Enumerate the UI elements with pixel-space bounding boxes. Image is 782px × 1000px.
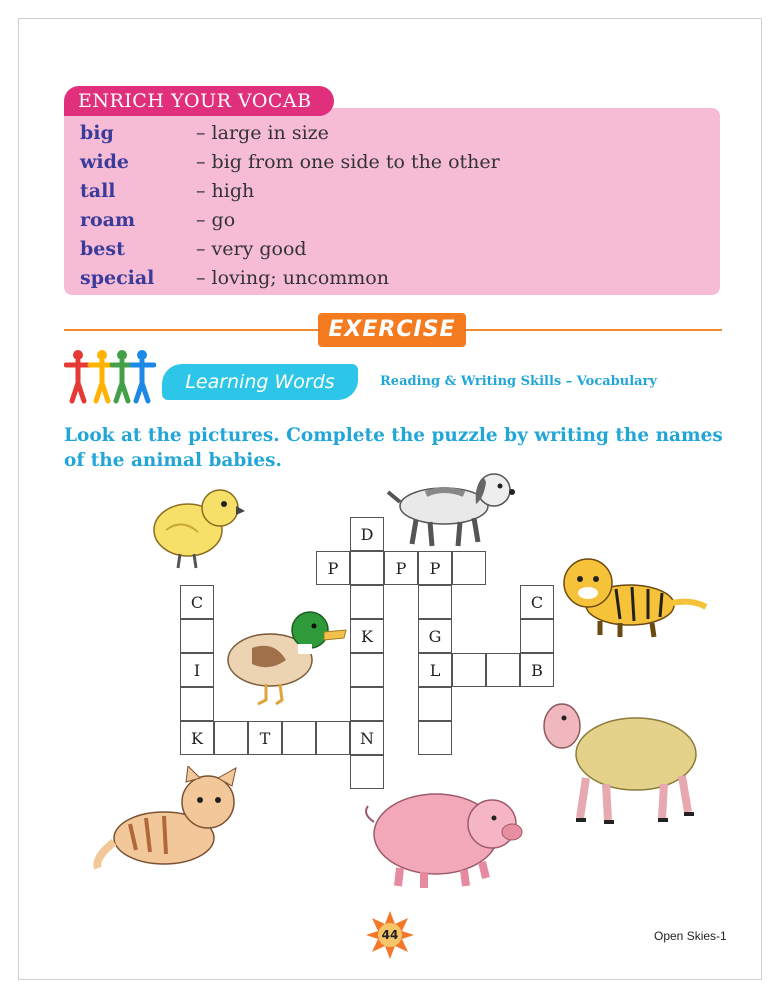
chick-illustration: [146, 484, 246, 574]
tiger-cub-illustration: [560, 555, 710, 639]
crossword-cell[interactable]: [350, 687, 384, 721]
crossword-cell[interactable]: [350, 585, 384, 619]
crossword-cell[interactable]: D: [350, 517, 384, 551]
vocab-word: best: [80, 238, 125, 260]
crossword-cell[interactable]: K: [350, 619, 384, 653]
crossword-cell[interactable]: [180, 687, 214, 721]
kitten-illustration: [90, 766, 246, 874]
crossword-cell[interactable]: B: [520, 653, 554, 687]
crossword-cell[interactable]: [418, 687, 452, 721]
crossword-cell[interactable]: [180, 619, 214, 653]
vocab-definition: – high: [196, 180, 255, 202]
duckling-illustration: [222, 604, 350, 706]
puppy-illustration: [386, 468, 522, 550]
crossword-cell[interactable]: [418, 585, 452, 619]
crossword-cell[interactable]: [486, 653, 520, 687]
crossword-cell[interactable]: T: [248, 721, 282, 755]
exercise-badge: EXERCISE: [318, 313, 466, 347]
divider-left: [64, 329, 318, 331]
instruction-text: Look at the pictures. Complete the puzzle by writing the names of the animal babies.: [64, 425, 723, 471]
vocab-box: [64, 108, 720, 295]
vocab-word: tall: [80, 180, 116, 202]
crossword-cell[interactable]: G: [418, 619, 452, 653]
vocab-definition: – go: [196, 209, 236, 231]
learning-words-banner: Learning Words: [162, 364, 358, 400]
vocab-word: big: [80, 122, 114, 144]
piglet-illustration: [360, 778, 526, 890]
vocab-definition: – loving; uncommon: [196, 267, 389, 289]
book-title: Open Skies-1: [654, 929, 727, 943]
crossword-cell[interactable]: [350, 653, 384, 687]
page-number: 44: [381, 928, 399, 942]
crossword-cell[interactable]: [452, 551, 486, 585]
crossword-cell[interactable]: P: [384, 551, 418, 585]
crossword-cell[interactable]: C: [520, 585, 554, 619]
crossword-cell[interactable]: L: [418, 653, 452, 687]
crossword-cell[interactable]: [316, 721, 350, 755]
crossword-cell[interactable]: K: [180, 721, 214, 755]
crossword-cell[interactable]: [520, 619, 554, 653]
vocab-definition: – very good: [196, 238, 307, 260]
vocab-word: special: [80, 267, 155, 289]
crossword-cell[interactable]: P: [316, 551, 350, 585]
crossword-cell[interactable]: I: [180, 653, 214, 687]
crossword-cell[interactable]: [282, 721, 316, 755]
crossword-cell[interactable]: [452, 653, 486, 687]
lamb-illustration: [540, 696, 704, 828]
children-group-icon: [64, 347, 156, 405]
crossword-cell[interactable]: [418, 721, 452, 755]
crossword-cell[interactable]: C: [180, 585, 214, 619]
vocab-definition: – big from one side to the other: [196, 151, 500, 173]
skills-subtitle: Reading & Writing Skills – Vocabulary: [380, 374, 657, 389]
crossword-cell[interactable]: [214, 721, 248, 755]
vocab-definition: – large in size: [196, 122, 329, 144]
crossword-cell[interactable]: P: [418, 551, 452, 585]
crossword-cell[interactable]: [350, 551, 384, 585]
vocab-title: ENRICH YOUR VOCAB: [64, 86, 334, 116]
divider-right: [466, 329, 722, 331]
crossword-cell[interactable]: N: [350, 721, 384, 755]
vocab-word: roam: [80, 209, 136, 231]
vocab-word: wide: [80, 151, 129, 173]
